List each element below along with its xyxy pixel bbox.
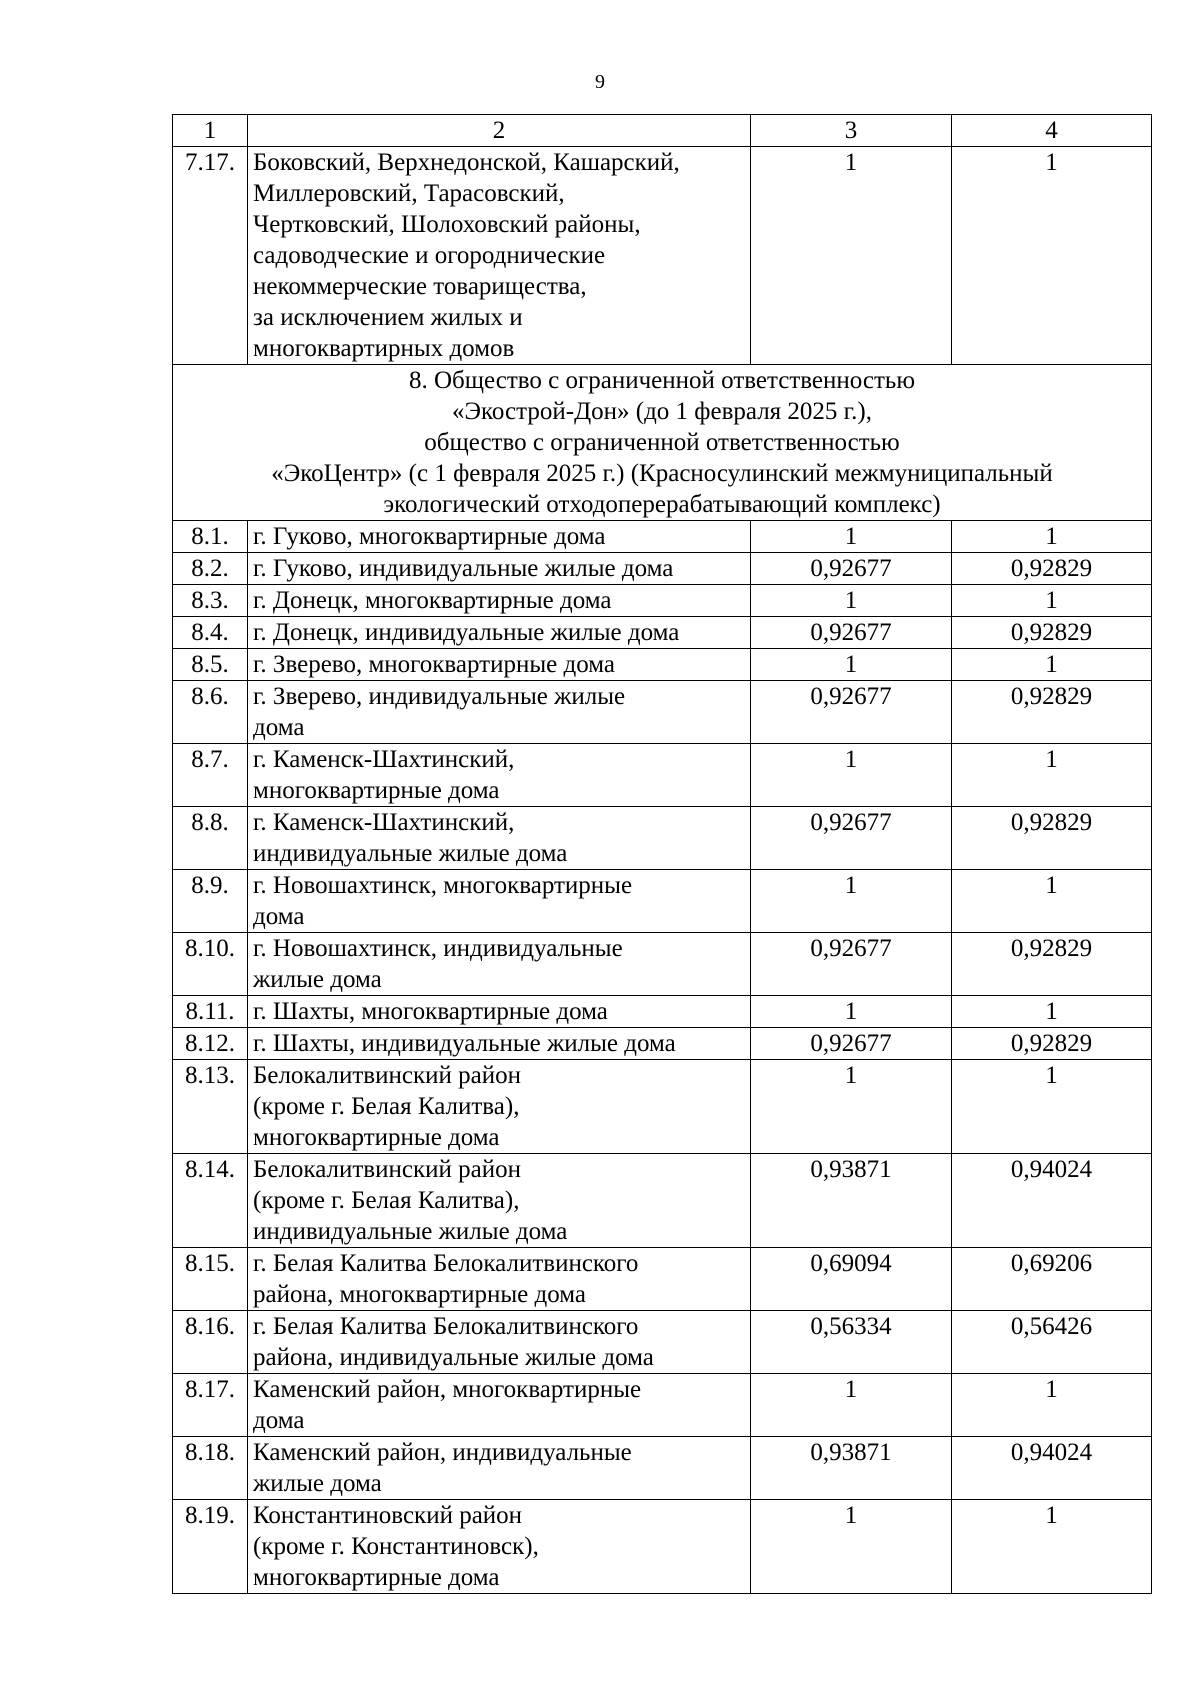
row-number: 8.14.: [173, 1154, 248, 1248]
row-value-col4: 1: [952, 147, 1152, 365]
table-row: [173, 1374, 1152, 1437]
row-value-col4: 1: [952, 1500, 1152, 1594]
row-number: 7.17.: [173, 147, 248, 365]
row-value-col3: 0,92677: [751, 617, 952, 649]
table-row: [173, 807, 1152, 870]
table-row: [173, 649, 1152, 681]
row-number: 8.7.: [173, 744, 248, 807]
row-value-col3: 1: [751, 521, 952, 553]
table-body: [173, 115, 1152, 1594]
table-row: [173, 1248, 1152, 1311]
row-value-col4: 1: [952, 1060, 1152, 1154]
row-name: г. Шахты, индивидуальные жилые дома: [248, 1028, 751, 1060]
row-value-col3: 0,93871: [751, 1437, 952, 1500]
row-value-col4: 1: [952, 744, 1152, 807]
row-value-col3: 1: [751, 870, 952, 933]
section-heading: 8. Общество с ограниченной ответственностью «Экострой-Дон» (до 1 февраля 2025 г.), общество с ограниченной ответственностью «ЭкоЦентр» (с 1 февраля 2025 г.) (Красносулинский межмуниципальный экологический отходоперерабатывающий комплекс): [173, 365, 1152, 521]
row-name: г. Зверево, многоквартирные дома: [248, 649, 751, 681]
row-value-col4: 1: [952, 521, 1152, 553]
row-number: 8.11.: [173, 996, 248, 1028]
row-name: г. Белая Калитва Белокалитвинского района, индивидуальные жилые дома: [248, 1311, 751, 1374]
row-value-col4: 0,92829: [952, 617, 1152, 649]
table-row: [173, 1060, 1152, 1154]
row-number: 8.19.: [173, 1500, 248, 1594]
row-number: 8.18.: [173, 1437, 248, 1500]
row-name: Константиновский район (кроме г. Константиновск), многоквартирные дома: [248, 1500, 751, 1594]
row-number: 8.5.: [173, 649, 248, 681]
row-value-col3: 0,56334: [751, 1311, 952, 1374]
column-header-4: 4: [952, 115, 1152, 147]
row-name: г. Гуково, индивидуальные жилые дома: [248, 553, 751, 585]
row-value-col3: 1: [751, 585, 952, 617]
row-value-col4: 0,92829: [952, 1028, 1152, 1060]
row-value-col4: 1: [952, 870, 1152, 933]
row-name: Белокалитвинский район (кроме г. Белая Калитва), многоквартирные дома: [248, 1060, 751, 1154]
row-number: 8.9.: [173, 870, 248, 933]
row-value-col4: 0,92829: [952, 553, 1152, 585]
row-name: г. Гуково, многоквартирные дома: [248, 521, 751, 553]
row-value-col3: 0,93871: [751, 1154, 952, 1248]
row-value-col4: 0,56426: [952, 1311, 1152, 1374]
tariff-coefficient-table: [172, 114, 1152, 1594]
row-name: г. Зверево, индивидуальные жилые дома: [248, 681, 751, 744]
row-value-col3: 0,92677: [751, 807, 952, 870]
row-value-col4: 1: [952, 649, 1152, 681]
table-row: [173, 1500, 1152, 1594]
row-name: Белокалитвинский район (кроме г. Белая Калитва), индивидуальные жилые дома: [248, 1154, 751, 1248]
table-row: [173, 1028, 1152, 1060]
table-row: [173, 553, 1152, 585]
column-header-1: 1: [173, 115, 248, 147]
row-value-col4: 0,92829: [952, 807, 1152, 870]
row-number: 8.15.: [173, 1248, 248, 1311]
row-number: 8.17.: [173, 1374, 248, 1437]
row-value-col4: 0,92829: [952, 681, 1152, 744]
section-heading-row: [173, 365, 1152, 521]
row-name: г. Новошахтинск, индивидуальные жилые дома: [248, 933, 751, 996]
table-row: [173, 1311, 1152, 1374]
row-value-col4: 0,92829: [952, 933, 1152, 996]
row-value-col3: 1: [751, 744, 952, 807]
table-row: [173, 1154, 1152, 1248]
row-name: г. Каменск-Шахтинский, индивидуальные жилые дома: [248, 807, 751, 870]
table-row: [173, 933, 1152, 996]
row-name: г. Донецк, многоквартирные дома: [248, 585, 751, 617]
row-value-col4: 0,94024: [952, 1437, 1152, 1500]
row-value-col4: 1: [952, 585, 1152, 617]
table-row: [173, 1437, 1152, 1500]
row-value-col3: 0,92677: [751, 933, 952, 996]
row-value-col4: 1: [952, 996, 1152, 1028]
column-header-3: 3: [751, 115, 952, 147]
row-value-col4: 1: [952, 1374, 1152, 1437]
table-row: [173, 744, 1152, 807]
page-number: 9: [595, 71, 605, 93]
row-value-col3: 1: [751, 1500, 952, 1594]
row-name: г. Белая Калитва Белокалитвинского района, многоквартирные дома: [248, 1248, 751, 1311]
row-number: 8.12.: [173, 1028, 248, 1060]
row-number: 8.8.: [173, 807, 248, 870]
row-value-col3: 0,92677: [751, 1028, 952, 1060]
row-value-col3: 1: [751, 1374, 952, 1437]
table-row: [173, 681, 1152, 744]
table-row: [173, 521, 1152, 553]
table-header-row: [173, 115, 1152, 147]
row-value-col3: 1: [751, 996, 952, 1028]
row-number: 8.6.: [173, 681, 248, 744]
row-value-col3: 1: [751, 649, 952, 681]
row-value-col3: 0,92677: [751, 681, 952, 744]
table-row: [173, 996, 1152, 1028]
row-value-col4: 0,69206: [952, 1248, 1152, 1311]
table-row: [173, 585, 1152, 617]
row-value-col3: 1: [751, 1060, 952, 1154]
row-value-col3: 0,92677: [751, 553, 952, 585]
row-value-col4: 0,94024: [952, 1154, 1152, 1248]
table-row: [173, 870, 1152, 933]
column-header-2: 2: [248, 115, 751, 147]
table-row: [173, 617, 1152, 649]
row-name: г. Новошахтинск, многоквартирные дома: [248, 870, 751, 933]
row-value-col3: 0,69094: [751, 1248, 952, 1311]
table-row: [173, 147, 1152, 365]
row-name: Каменский район, индивидуальные жилые дома: [248, 1437, 751, 1500]
row-number: 8.10.: [173, 933, 248, 996]
row-name: Боковский, Верхнедонской, Кашарский, Миллеровский, Тарасовский, Чертковский, Шолоховский районы, садоводческие и огороднические некоммерческие товарищества, за исключением жилых и многоквартирных домов: [248, 147, 751, 365]
row-number: 8.4.: [173, 617, 248, 649]
row-number: 8.1.: [173, 521, 248, 553]
row-number: 8.13.: [173, 1060, 248, 1154]
row-name: Каменский район, многоквартирные дома: [248, 1374, 751, 1437]
row-value-col3: 1: [751, 147, 952, 365]
row-number: 8.16.: [173, 1311, 248, 1374]
row-name: г. Каменск-Шахтинский, многоквартирные дома: [248, 744, 751, 807]
row-number: 8.3.: [173, 585, 248, 617]
row-name: г. Донецк, индивидуальные жилые дома: [248, 617, 751, 649]
row-number: 8.2.: [173, 553, 248, 585]
row-name: г. Шахты, многоквартирные дома: [248, 996, 751, 1028]
